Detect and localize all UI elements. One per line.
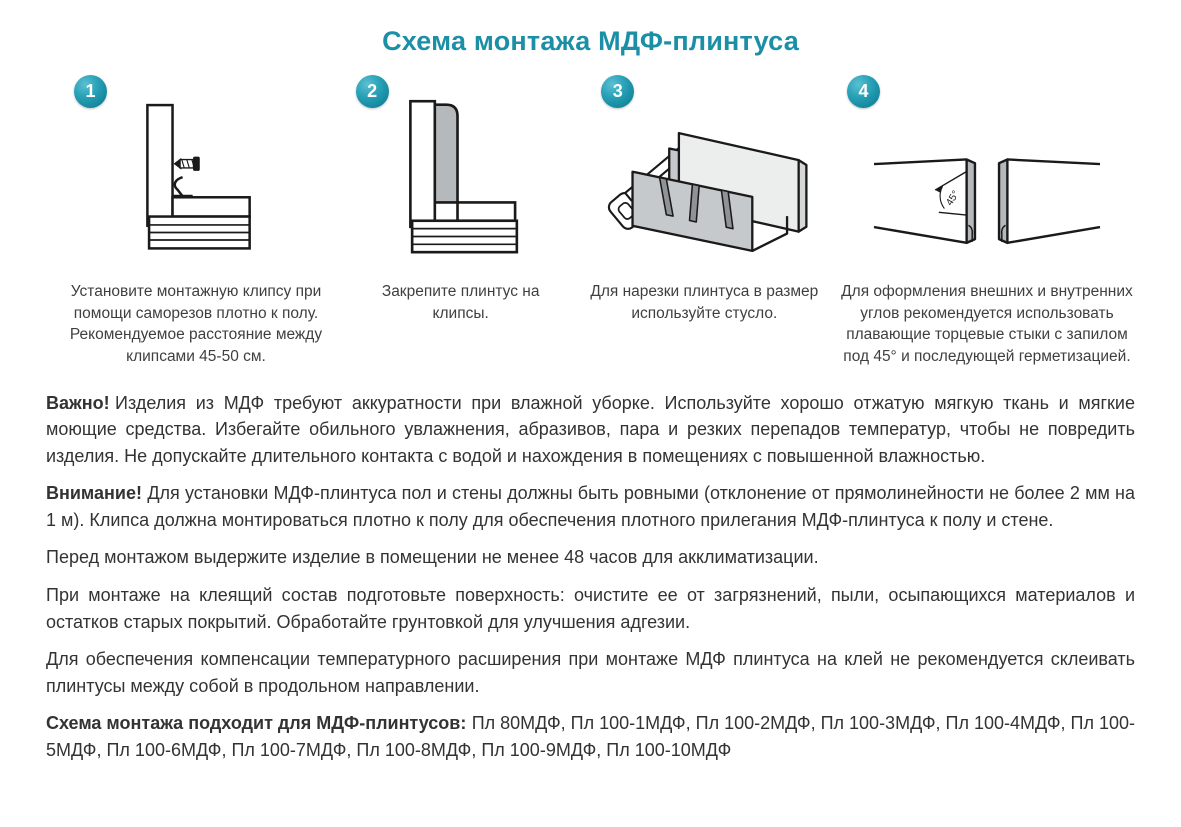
- paragraph-attention: [46, 480, 1135, 533]
- step-4: [839, 75, 1135, 368]
- floor-slab: [173, 197, 250, 216]
- step-4-caption: Для оформления внешних и внутренних углов рекомендуется использовать плавающие торцевые стыки с запилом под 45° и последующей герметизацией.: [841, 283, 1133, 366]
- miter-joint-illustration: [843, 90, 1131, 266]
- step-2-number-badge: 2: [356, 75, 389, 108]
- angle-label: 45°: [944, 188, 962, 208]
- paragraph-thermal-expansion: [46, 646, 1135, 699]
- important-lead: Важно!: [46, 392, 110, 413]
- paragraph-important: [46, 390, 1135, 470]
- attention-lead: Внимание!: [46, 483, 142, 504]
- acclimatization-text: Перед монтажом выдержите изделие в помещении не менее 48 часов для акклиматизации.: [46, 547, 819, 568]
- step-3: [575, 75, 833, 324]
- wall: [410, 101, 434, 227]
- step-3-caption: Для нарезки плинтуса в размер используйте стусло.: [590, 283, 819, 322]
- page-title: Схема монтажа МДФ-плинтуса: [382, 26, 799, 56]
- compatible-models-lead: Схема монтажа подходит для МДФ-плинтусов:: [46, 713, 467, 734]
- paragraph-acclimatization: [46, 544, 1135, 571]
- notes-section: [46, 390, 1135, 764]
- mounting-clip: [173, 177, 193, 197]
- attention-text: Для установки МДФ-плинтуса пол и стены должны быть ровными (отклонение от прямолинейности не более 2 мм на 1 м). Клипса должна монтироваться плотно к полу для обеспечения плотного прилегания МДФ-плинтуса к полу и стене.: [46, 483, 1135, 530]
- compatible-models-list: Пл 80МДФ, Пл 100-1МДФ, Пл 100-2МДФ, Пл 100-3МДФ, Пл 100-4МДФ, Пл 100-5МДФ, Пл 100-6МДФ, Пл 100-7МДФ, Пл 100-8МДФ, Пл 100-9МДФ, Пл 100-10МДФ: [46, 713, 1135, 760]
- plinth-board-end: [799, 160, 807, 231]
- step-2: [352, 75, 570, 324]
- clip-screwed-to-wall-illustration: [70, 90, 322, 266]
- step-4-number-badge: 4: [847, 75, 880, 108]
- step-2-figure: [352, 75, 570, 281]
- screw: [174, 157, 199, 170]
- paragraph-glue-surface-prep: [46, 582, 1135, 635]
- step-1-number-badge: 1: [74, 75, 107, 108]
- mdf-plinth: [434, 105, 457, 203]
- miter-box-illustration: [578, 79, 830, 277]
- glue-surface-prep-text: При монтаже на клеящий состав подготовьте поверхность: очистите ее от загрязнений, пыли, осыпающихся материалов и остатков старых покрытий. Обработайте грунтовкой для улучшения адгезии.: [46, 585, 1135, 632]
- step-4-figure: [839, 75, 1135, 281]
- installation-steps-row: [46, 75, 1135, 368]
- step-1: [46, 75, 346, 368]
- important-text: Изделия из МДФ требуют аккуратности при влажной уборке. Используйте хорошо отжатую мягкую ткань и мягкие моющие средства. Избегайте обильного увлажнения, абразивов, пара и резких перепадов температур, чтобы не повредить изделия. Не допускайте длительного контакта с водой и нахождения в помещениях с повышенной влажностью.: [46, 392, 1135, 466]
- left-plinth-piece: [874, 159, 975, 242]
- right-plinth-piece: [999, 159, 1100, 242]
- step-1-caption: Установите монтажную клипсу при помощи саморезов плотно к полу. Рекомендуемое расстояние между клипсами 45-50 см.: [69, 283, 323, 366]
- floor-slab: [457, 202, 515, 220]
- step-2-caption: Закрепите плинтус на клипсы.: [381, 283, 540, 322]
- wall: [147, 105, 172, 226]
- thermal-expansion-text: Для обеспечения компенсации температурного расширения при монтаже МДФ плинтуса на клей не рекомендуется склеивать плинтусы между собой в продольном направлении.: [46, 649, 1135, 696]
- paragraph-compatible-models: [46, 710, 1135, 763]
- miter-box: [633, 133, 807, 251]
- plinth-on-clip-illustration: [365, 89, 557, 267]
- step-3-number-badge: 3: [601, 75, 634, 108]
